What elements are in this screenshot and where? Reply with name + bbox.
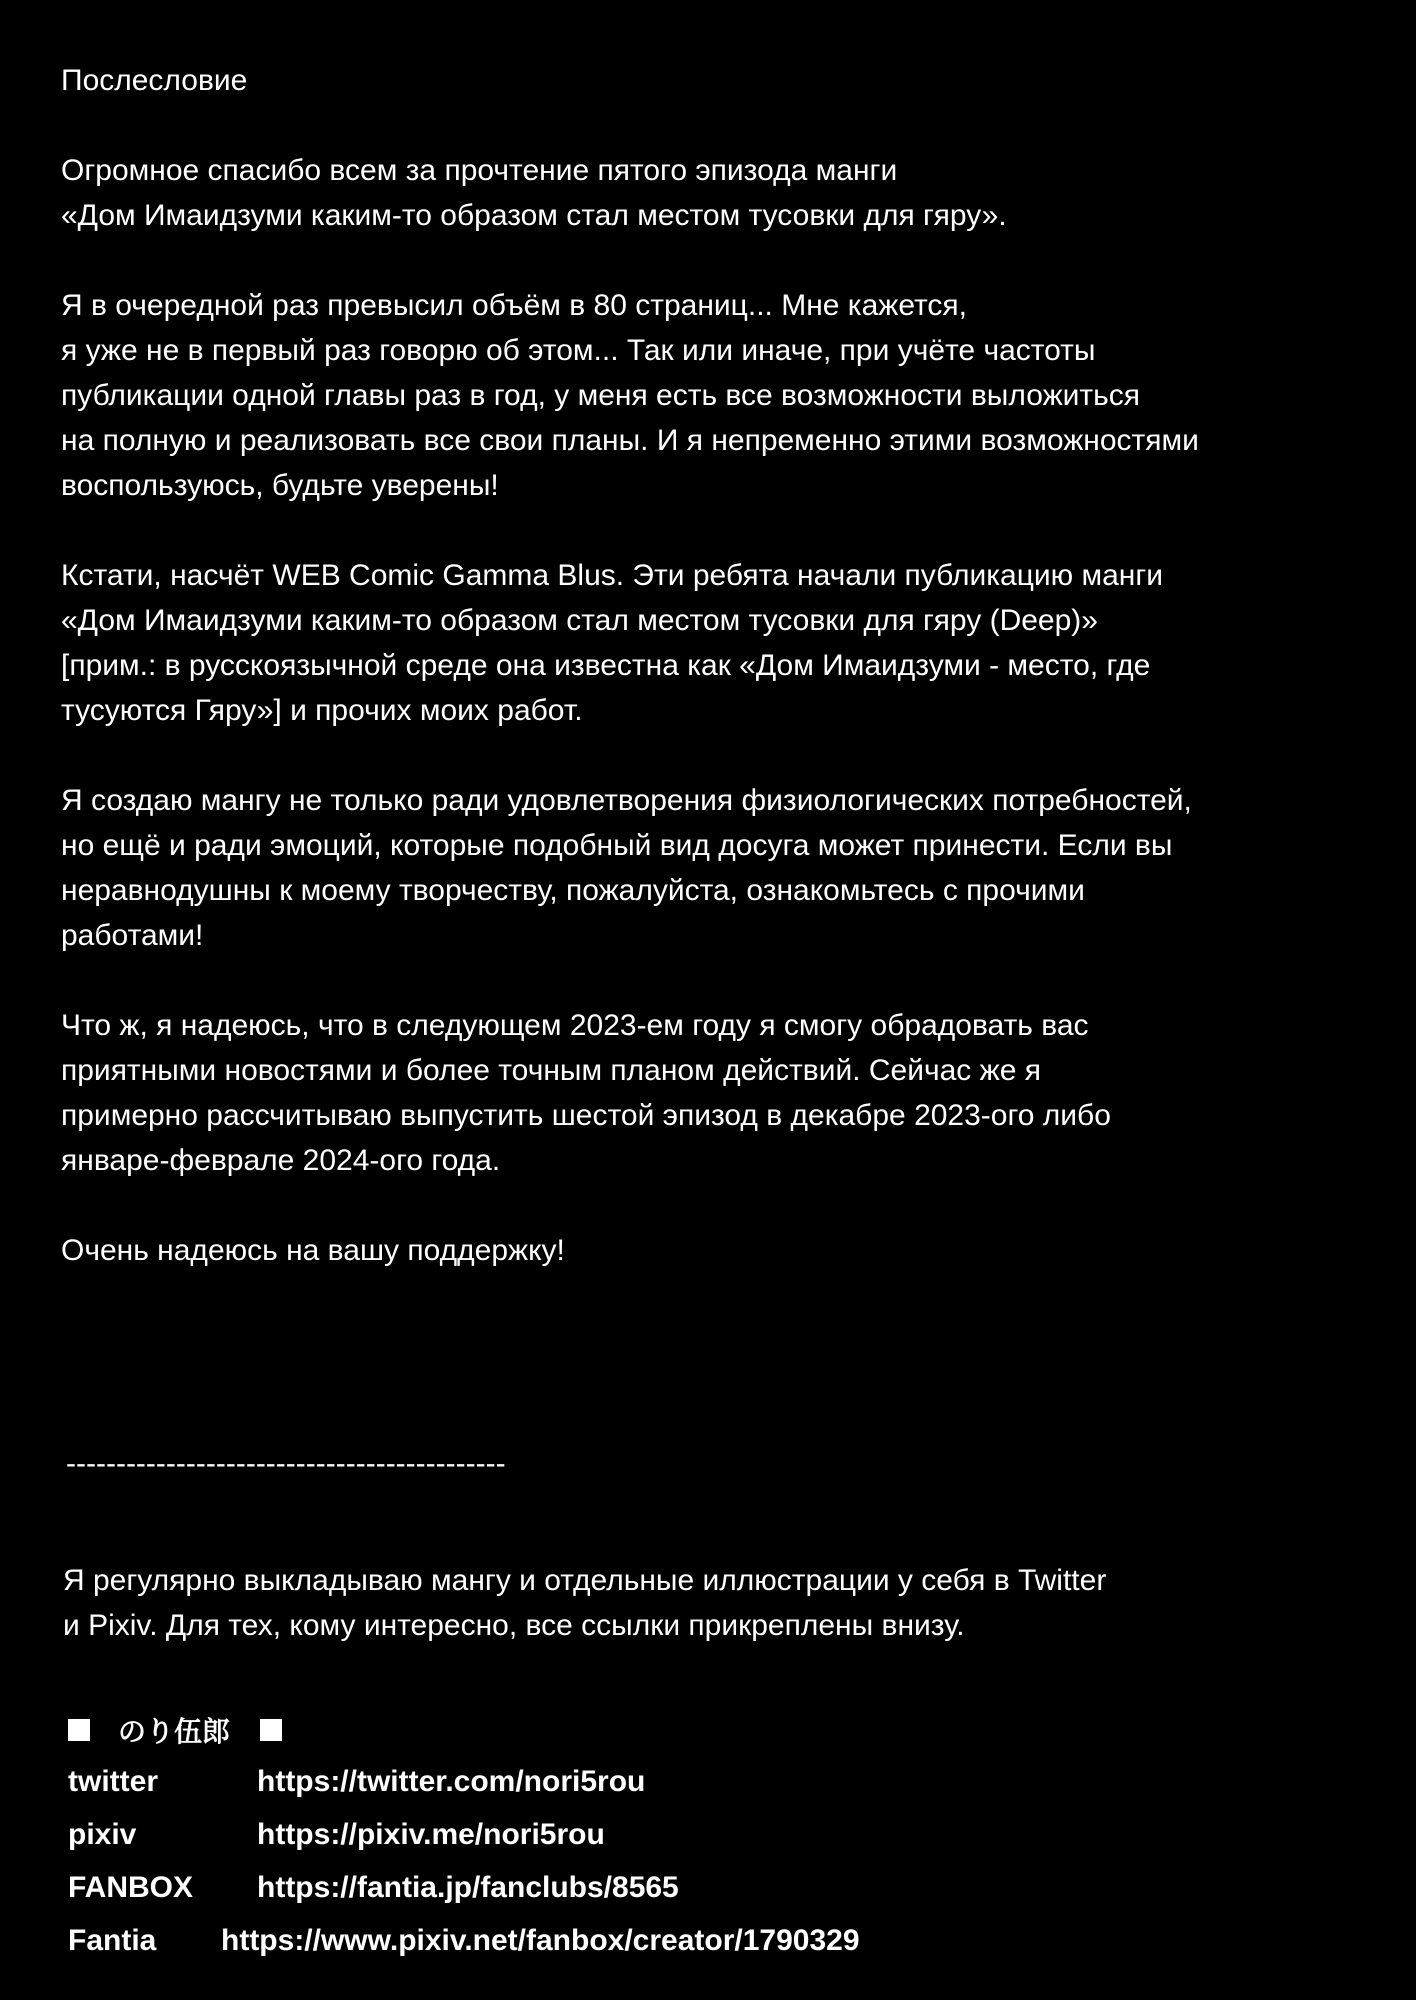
paragraph-schedule [61, 1003, 1391, 1183]
paragraph-line: приятными новостями и более точным планом действий. Сейчас же я [61, 1054, 1041, 1087]
link-row-twitter [68, 1755, 646, 1808]
separator-line: -------------------------------------------- [66, 1447, 506, 1480]
paragraph-line: «Дом Имаидзуми каким-то образом стал местом тусовки для гяру (Deep)» [61, 604, 1098, 637]
paragraph-line: на полную и реализовать все свои планы. И я непременно этими возможностями [61, 424, 1199, 457]
fanbox-link[interactable]: https://fantia.jp/fanclubs/8565 [257, 1871, 679, 1904]
paragraph-line: Очень надеюсь на вашу поддержку! [61, 1234, 565, 1267]
twitter-link[interactable]: https://twitter.com/nori5rou [257, 1765, 646, 1798]
fantia-link[interactable]: https://www.pixiv.net/fanbox/creator/1790329 [221, 1924, 860, 1957]
paragraph-line: неравнодушны к моему творчеству, пожалуйста, ознакомьтесь с прочими [61, 874, 1085, 907]
paragraph-line: Я регулярно выкладываю мангу и отдельные иллюстрации у себя в Twitter [63, 1564, 1107, 1597]
paragraph-line: но ещё и ради эмоций, которые подобный вид досуга может принести. Если вы [61, 829, 1173, 862]
link-label: twitter [68, 1765, 158, 1798]
page-title: Послесловие [61, 64, 248, 97]
paragraph-line: работами! [61, 919, 204, 952]
paragraph-line: [прим.: в русскоязычной среде она известна как «Дом Имаидзуми - место, где [61, 649, 1151, 682]
paragraph-line: Что ж, я надеюсь, что в следующем 2023-ем году я смогу обрадовать вас [61, 1009, 1089, 1042]
afterword-document [61, 58, 1391, 1273]
author-links [68, 1705, 860, 1967]
paragraph-web-comic [61, 553, 1391, 733]
link-label: FANBOX [68, 1871, 194, 1904]
paragraph-line: январе-феврале 2024-ого года. [61, 1144, 501, 1177]
paragraph-line: и Pixiv. Для тех, кому интересно, все ссылки прикреплены внизу. [63, 1609, 965, 1642]
paragraph-line: тусуются Гяру»] и прочих моих работ. [61, 694, 583, 727]
paragraph-line: «Дом Имаидзуми каким-то образом стал местом тусовки для гяру». [61, 199, 1007, 232]
paragraph-support [61, 1228, 1391, 1273]
link-row-fantia [68, 1914, 860, 1967]
paragraph-thanks [61, 148, 1391, 238]
paragraph-line: Я создаю мангу не только ради удовлетворения физиологических потребностей, [61, 784, 1192, 817]
paragraph-line: Я в очередной раз превысил объём в 80 страниц... Мне кажется, [61, 289, 967, 322]
paragraph-social [63, 1558, 1106, 1648]
paragraph-line: Кстати, насчёт WEB Comic Gamma Blus. Эти ребята начали публикацию манги [61, 559, 1164, 592]
paragraph-page-count [61, 283, 1391, 508]
paragraph-line: примерно рассчитываю выпустить шестой эпизод в декабре 2023-ого либо [61, 1099, 1111, 1132]
pixiv-link[interactable]: https://pixiv.me/nori5rou [257, 1818, 605, 1851]
paragraph-line: Огромное спасибо всем за прочтение пятого эпизода манги [61, 154, 898, 187]
link-row-fanbox [68, 1861, 679, 1914]
paragraph-motivation [61, 778, 1391, 958]
author-name: のり伍郎 [118, 1715, 231, 1748]
link-label: pixiv [68, 1818, 137, 1851]
author-heading [68, 1705, 282, 1755]
link-row-pixiv [68, 1808, 605, 1861]
link-label: Fantia [68, 1924, 157, 1957]
paragraph-line: воспользуюсь, будьте уверены! [61, 469, 499, 502]
black-square-icon [68, 1719, 90, 1741]
paragraph-line: публикации одной главы раз в год, у меня есть все возможности выложиться [61, 379, 1141, 412]
paragraph-line: я уже не в первый раз говорю об этом... Так или иначе, при учёте частоты [61, 334, 1096, 367]
black-square-icon [260, 1719, 282, 1741]
